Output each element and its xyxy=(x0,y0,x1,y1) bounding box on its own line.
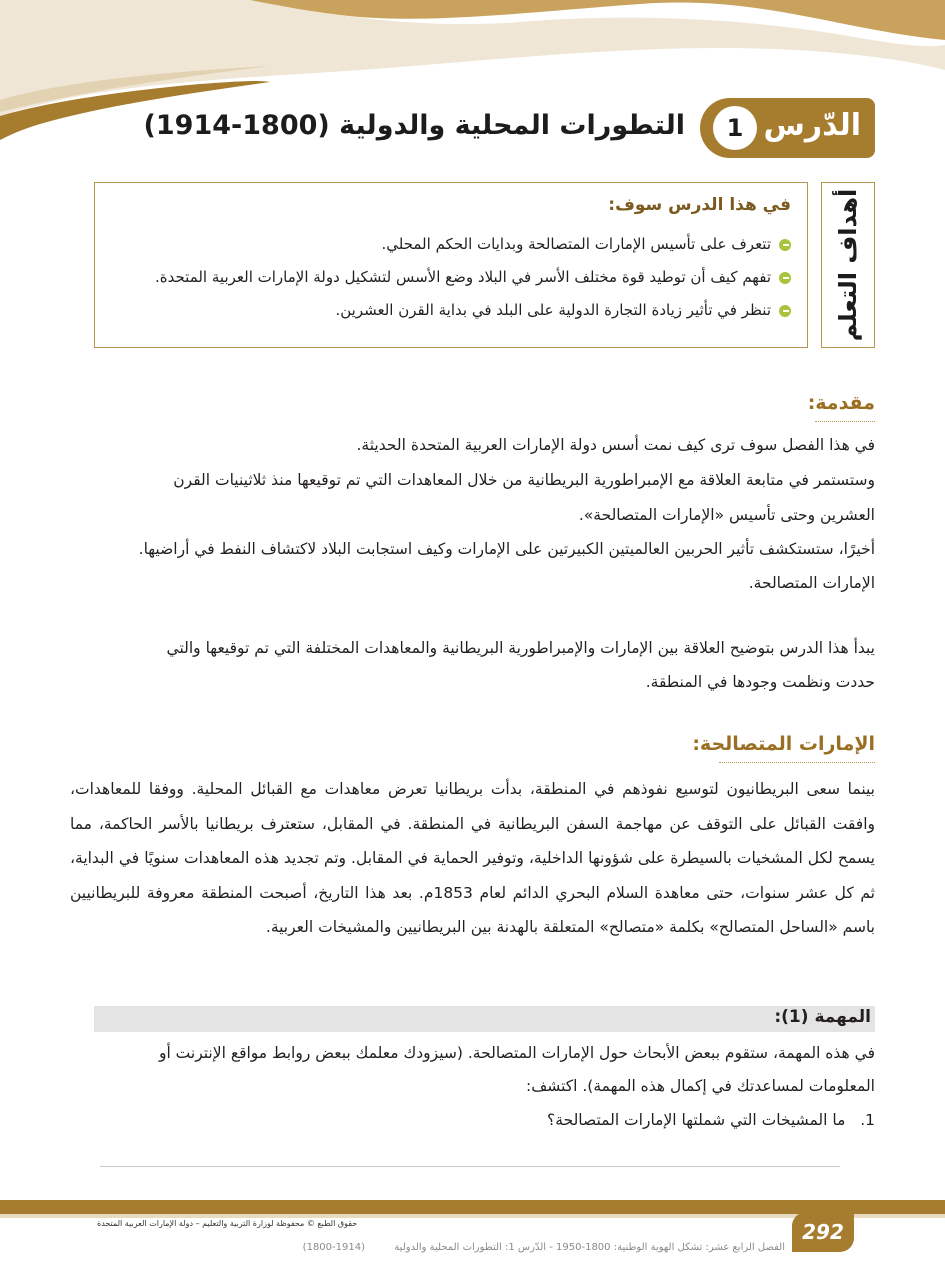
trucial-paragraph: بينما سعى البريطانيون لتوسيع نفوذهم في المنطقة، بدأت بريطانيا تعرض معاهدات مع القبائل المحلية. ووفقا للمعاهدات، وافقت القبائل على التوقف عن مهاجمة السفن البريطانية في المنطقة. في المقابل، ستعترف بريطانيا بالأسر الحاكمة، مما يسمح لكل المشخيات بالسيطرة على شؤونها الداخلية، وتوفير الحماية في المقابل. وتم تجديد هذه المعاهدات سنويًا في البداية، ثم كل عشر سنوات، حتى معاهدة السلام البحري الدائم لعام 1853م. بعد هذا التاريخ، أصبحت المنطقة معروفة للبريطانيين باسم «الساحل المتصالح» بكلمة «متصالح» المتعلقة بالهدنة بين البريطانيين والمشيخات العربية. xyxy=(70,780,875,936)
intro-line: في هذا الفصل سوف ترى كيف نمت أسس دولة الإمارات العربية المتحدة الحديثة. xyxy=(356,436,875,454)
task-line: في هذه المهمة، ستقوم ببعض الأبحاث حول الإمارات المتصالحة. (سيزودك معلمك ببعض روابط مواقع الإنترنت أو xyxy=(158,1044,875,1062)
task-heading-bar xyxy=(94,1006,875,1032)
page-number: 292 xyxy=(792,1212,854,1252)
footer-breadcrumb: الفصل الرابع عشر: تشكل الهوية الوطنية: 1800-1950 - الدّرس 1: التطورات المحلية والدولية xyxy=(394,1242,785,1253)
copyright-notice: حقوق الطبع © محفوظة لوزارة التربية والتعليم – دولة الإمارات العربية المتحدة xyxy=(97,1219,358,1228)
intro-heading: مقدمة: xyxy=(807,392,875,414)
question-text: ما المشيخات التي شملتها الإمارات المتصالحة؟ xyxy=(547,1111,846,1129)
intro-heading-rule xyxy=(815,421,875,422)
objective-item xyxy=(381,235,791,253)
bullet-icon xyxy=(779,272,791,284)
footer-breadcrumb-years: (1800-1914) xyxy=(302,1242,365,1253)
objective-text: تفهم كيف أن توطيد قوة مختلف الأسر في البلاد وضع الأسس لتشكيل دولة الإمارات العربية المتحدة. xyxy=(154,268,771,286)
objective-text: تنظر في تأثير زيادة التجارة الدولية على البلد في بداية القرن العشرين. xyxy=(335,301,771,319)
lesson-start-line: حددت ونظمت وجودها في المنطقة. xyxy=(645,673,875,691)
objectives-box xyxy=(94,182,808,348)
lesson-start-line: يبدأ هذا الدرس بتوضيح العلاقة بين الإمارات والإمبراطورية البريطانية والمعاهدات المختلفة التي تم توقيعها والتي xyxy=(166,639,875,657)
objective-item xyxy=(335,301,791,319)
task-question xyxy=(547,1111,875,1129)
objectives-heading: في هذا الدرس سوف: xyxy=(608,195,791,215)
lesson-number: 1 xyxy=(713,106,757,150)
trucial-heading: الإمارات المتصالحة: xyxy=(692,733,875,755)
lesson-label: الدّرس xyxy=(763,108,861,143)
intro-line: أخيرًا، ستستكشف تأثير الحربين العالميتين الكبيرتين على الإمارات وكيف استجابت البلاد لاكتشاف النفط في أراضيها. xyxy=(138,540,875,558)
task-line: المعلومات لمساعدتك في إكمال هذه المهمة). اكتشف: xyxy=(525,1077,875,1095)
intro-line: الإمارات المتصالحة. xyxy=(748,574,875,592)
lesson-title-band xyxy=(143,98,875,158)
bullet-icon xyxy=(779,305,791,317)
objectives-tab-label: أهداف التعلم xyxy=(834,188,862,342)
task-heading: المهمة (1): xyxy=(774,1007,871,1027)
lesson-title: التطورات المحلية والدولية (1800-1914) xyxy=(143,110,685,141)
objective-text: تتعرف على تأسيس الإمارات المتصالحة وبدايات الحكم المحلي. xyxy=(381,235,771,253)
question-number: 1. xyxy=(860,1111,875,1129)
lesson-label-badge xyxy=(700,98,875,158)
objective-item xyxy=(155,268,791,286)
intro-line: العشرين وحتى تأسيس «الإمارات المتصالحة». xyxy=(578,506,875,524)
intro-line: وستستمر في متابعة العلاقة مع الإمبراطورية البريطانية من خلال المعاهدات التي تم توقيعها منذ ثلاثينيات القرن xyxy=(173,471,875,489)
bullet-icon xyxy=(779,239,791,251)
objectives-tab xyxy=(821,182,875,348)
answer-line[interactable] xyxy=(100,1166,840,1167)
trucial-heading-rule xyxy=(719,762,875,763)
